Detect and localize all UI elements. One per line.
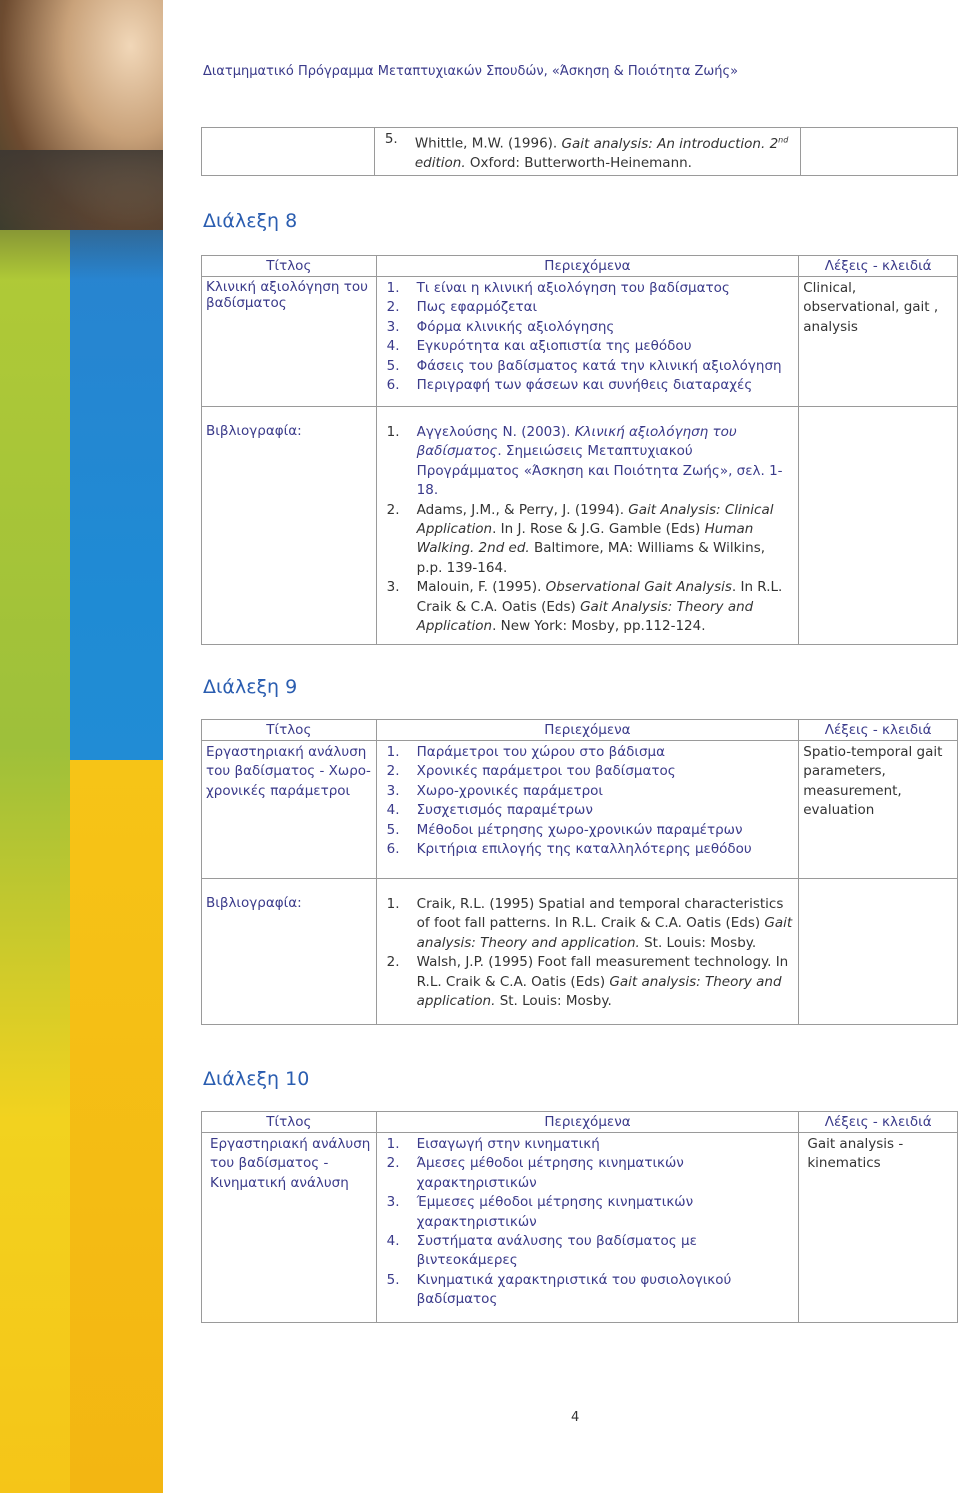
reference-continuation-table <box>201 127 958 176</box>
item-text: Κριτήρια επιλογής της καταλληλότερης μεθόδου <box>416 841 752 858</box>
item-number: 2. <box>386 763 400 780</box>
lecture-title: Κλινική αξιολόγηση του βαδίσματος <box>202 277 377 407</box>
col-header-title: Τίτλος <box>202 720 377 741</box>
decorative-side-photo-band <box>0 0 163 1493</box>
list-item <box>387 357 795 376</box>
item-text: Χρονικές παράμετροι του βαδίσματος <box>416 763 676 780</box>
item-number: 4. <box>386 1233 400 1250</box>
lecture-title: Εργαστηριακή ανάλυση του βαδίσματος - Κινηματική ανάλυση <box>202 1133 377 1323</box>
lecture-title: Εργαστηριακή ανάλυση του βαδίσματος - Χωρο-χρονικές παράμετροι <box>202 741 377 879</box>
item-number: 2. <box>386 299 400 316</box>
bibliography-label: Βιβλιογραφία: <box>202 879 377 1025</box>
list-item <box>387 1193 795 1232</box>
item-text: Φόρμα κλινικής αξιολόγησης <box>416 318 615 335</box>
col-header-title: Τίτλος <box>202 1112 377 1133</box>
content-list <box>387 1135 795 1310</box>
list-item <box>387 318 795 337</box>
item-text: Παράμετροι του χώρου στο βάδισμα <box>416 744 666 760</box>
lecture-8-table <box>201 255 958 645</box>
item-text: Εισαγωγή στην κινηματική <box>416 1136 600 1152</box>
bibliography-list <box>387 895 795 1011</box>
item-text: Φάσεις του βαδίσματος κατά την κλινική αξιολόγηση <box>416 357 782 374</box>
item-number: 5. <box>386 357 400 374</box>
list-item <box>387 782 795 801</box>
item-text: Περιγραφή των φάσεων και συνήθεις διαταραχές <box>416 377 753 394</box>
item-text: Τι είναι η κλινική αξιολόγηση του βαδίσματος <box>416 280 730 296</box>
keywords-cell: Spatio-temporal gait parameters, measurement, evaluation <box>799 741 958 879</box>
item-number: 1. <box>386 1136 400 1152</box>
item-number: 4. <box>386 802 400 819</box>
item-number: 5. <box>386 821 400 838</box>
item-number: 3. <box>386 782 400 799</box>
list-item <box>387 801 795 820</box>
col-header-keywords: Λέξεις - κλειδιά <box>799 256 958 277</box>
list-item <box>387 743 795 762</box>
reference-text: Whittle, M.W. (1996). Gait analysis: An introduction. 2nd edition. Oxford: Butterworth-Heinemann. <box>414 135 789 171</box>
list-item <box>387 376 795 395</box>
col-header-content: Περιεχόμενα <box>376 720 799 741</box>
list-item <box>387 840 795 859</box>
item-number: 6. <box>386 841 400 858</box>
item-number: 1. <box>386 744 400 760</box>
item-number: 1. <box>386 280 400 296</box>
lecture-10-heading: Διάλεξη 10 <box>203 1068 310 1090</box>
list-item <box>385 130 796 173</box>
bibliography-item: 1. Αγγελούσης Ν. (2003). Κλινική αξιολόγηση του βαδίσματος. Σημειώσεις Μεταπτυχιακού Προγράμματος «Άσκηση και Ποιότητα Ζωής», σελ. 1-18. <box>386 424 783 499</box>
col-header-content: Περιεχόμενα <box>376 1112 799 1133</box>
item-text: Έμμεσες μέθοδοι μέτρησης κινηματικών χαρακτηριστικών <box>416 1194 694 1230</box>
list-item <box>387 1232 795 1271</box>
item-text: Πως εφαρμόζεται <box>416 299 538 316</box>
item-number: 3. <box>386 318 400 335</box>
bibliography-list <box>387 423 795 636</box>
item-number: 2. <box>386 1155 400 1172</box>
item-text: Μέθοδοι μέτρησης χωρο-χρονικών παραμέτρων <box>416 821 743 838</box>
col-header-title: Τίτλος <box>202 256 377 277</box>
col-header-keywords: Λέξεις - κλειδιά <box>799 720 958 741</box>
lecture-10-table <box>201 1111 958 1323</box>
list-item <box>387 279 795 298</box>
list-item <box>387 1271 795 1310</box>
lecture-8-heading: Διάλεξη 8 <box>203 210 298 232</box>
bibliography-item: 3. Malouin, F. (1995). Observational Gait Analysis. In R.L. Craik & C.A. Oatis (Eds) Gait Analysis: Theory and Application. New York: Mosby, pp.112-124. <box>386 579 783 635</box>
item-number: 6. <box>386 377 400 394</box>
bibliography-item: 1. Craik, R.L. (1995) Spatial and temporal characteristics of foot fall patterns. In R.L. Craik & C.A. Oatis (Eds) Gait analysis: Theory and application. St. Louis: Mosby. <box>386 896 793 951</box>
item-number: 4. <box>386 338 400 355</box>
item-text: Κινηματικά χαρακτηριστικά του φυσιολογικού βαδίσματος <box>416 1271 732 1308</box>
bibliography-label: Βιβλιογραφία: <box>202 407 377 645</box>
item-text: Χωρο-χρονικές παράμετροι <box>416 782 604 799</box>
lecture-9-table <box>201 719 958 1025</box>
item-text: Συσχετισμός παραμέτρων <box>416 802 593 819</box>
content-list <box>387 743 795 859</box>
item-text: Εγκυρότητα και αξιοπιστία της μεθόδου <box>416 338 692 355</box>
document-page <box>163 0 960 1493</box>
list-item <box>387 298 795 317</box>
item-text: Άμεσες μέθοδοι μέτρησης κινηματικών χαρακτηριστικών <box>416 1155 684 1191</box>
list-item <box>387 337 795 356</box>
item-number: 5. <box>384 131 398 147</box>
col-header-content: Περιεχόμενα <box>376 256 799 277</box>
item-number: 3. <box>386 1194 400 1211</box>
content-list <box>387 279 795 395</box>
keywords-cell: Clinical, observational, gait , analysis <box>799 277 958 407</box>
list-item <box>387 762 795 781</box>
keywords-cell: Gait analysis - kinematics <box>799 1133 958 1323</box>
item-number: 5. <box>386 1271 400 1288</box>
item-text: Συστήματα ανάλυσης του βαδίσματος με βιντεοκάμερες <box>416 1233 697 1269</box>
bibliography-item: 2. Walsh, J.P. (1995) Foot fall measurement technology. In R.L. Craik & C.A. Oatis (Eds) Gait analysis: Theory and application. St. Louis: Mosby. <box>386 954 789 1010</box>
list-item <box>387 1135 795 1154</box>
page-number: 4 <box>571 1410 580 1425</box>
bibliography-item: 2. Adams, J.M., & Perry, J. (1994). Gait Analysis: Clinical Application. In J. Rose & J.G. Gamble (Eds) Human Walking. 2nd ed. Baltimore, MA: Williams & Wilkins, p.p. 139-164. <box>386 501 774 576</box>
list-item <box>387 821 795 840</box>
lecture-9-heading: Διάλεξη 9 <box>203 676 298 698</box>
page-header: Διατμηματικό Πρόγραμμα Μεταπτυχιακών Σπουδών, «Άσκηση & Ποιότητα Ζωής» <box>203 64 739 79</box>
col-header-keywords: Λέξεις - κλειδιά <box>799 1112 958 1133</box>
list-item <box>387 1154 795 1193</box>
